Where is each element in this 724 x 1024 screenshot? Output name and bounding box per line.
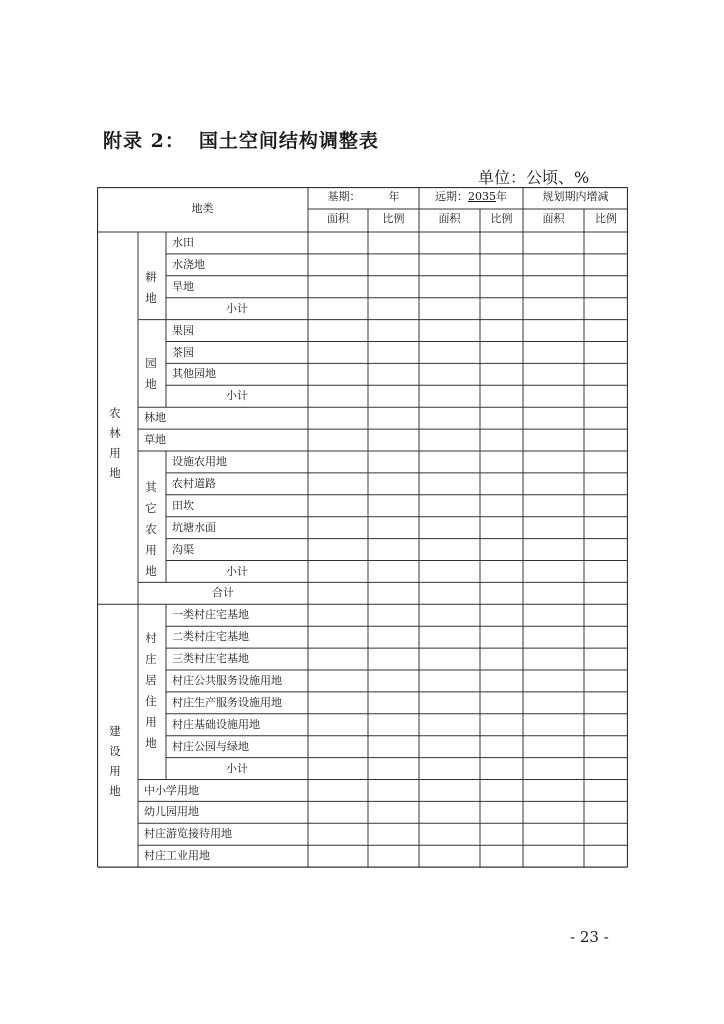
header-area-base: 面积 — [327, 212, 349, 225]
row-label: 村庄游览接待用地 — [144, 827, 232, 841]
appendix-label: 附录 2： — [103, 130, 185, 152]
land-structure-table — [97, 187, 628, 873]
row-label: 幼儿园用地 — [144, 805, 199, 819]
header-ratio-base: 比例 — [382, 212, 405, 225]
row-label: 坑塘水面 — [172, 520, 216, 534]
row-label: 合计 — [212, 586, 234, 600]
header-base-year: 年 — [388, 190, 400, 203]
row-label: 村庄工业用地 — [144, 849, 210, 863]
row-label: 林地 — [144, 411, 166, 425]
row-label: 果园 — [172, 323, 194, 337]
header-ratio-far: 比例 — [490, 212, 513, 225]
row-label: 村庄生产服务设施用地 — [172, 695, 282, 709]
appendix-heading — [103, 126, 379, 153]
header-dilei: 地类 — [191, 202, 214, 215]
row-label: 小计 — [226, 389, 248, 403]
row-label: 沟渠 — [172, 542, 194, 556]
row-label: 小计 — [226, 564, 248, 578]
row-label: 其他园地 — [172, 367, 216, 381]
row-label: 农村道路 — [172, 476, 216, 490]
header-base-label: 基期： — [327, 190, 361, 203]
row-label: 一类村庄宅基地 — [172, 608, 249, 622]
row-label: 二类村庄宅基地 — [172, 630, 249, 644]
row-label: 村庄公园与绿地 — [172, 739, 249, 753]
row-label: 中小学用地 — [144, 783, 199, 797]
header-far-year: 2035 — [468, 190, 496, 203]
unit-note: 单位：公顷、% — [478, 168, 590, 187]
group-nonglin: 农林用地 — [109, 406, 123, 480]
row-label: 草地 — [144, 433, 166, 447]
row-label: 小计 — [226, 761, 248, 775]
subgroup-cunzhuang: 村庄居住用地 — [145, 631, 157, 750]
row-label: 茶园 — [172, 345, 194, 359]
subgroup-yuandi: 园地 — [145, 356, 157, 391]
header-far-suffix: 年 — [496, 190, 507, 203]
appendix-title: 国土空间结构调整表 — [198, 130, 379, 152]
row-label: 田坎 — [172, 498, 194, 512]
row-label: 村庄公共服务设施用地 — [172, 674, 282, 687]
row-label: 村庄基础设施用地 — [172, 717, 260, 731]
subgroup-gengdi: 耕地 — [145, 270, 157, 305]
row-label: 旱地 — [172, 279, 194, 293]
header-area-far: 面积 — [438, 212, 461, 225]
page-number: - 23 - — [570, 928, 609, 946]
header-far-label: 远期： — [435, 190, 468, 203]
group-jianshe: 建设用地 — [109, 724, 123, 798]
subgroup-qita: 其它农用地 — [145, 480, 157, 578]
row-label: 小计 — [226, 301, 248, 315]
header-ratio-change: 比例 — [595, 212, 617, 225]
header-far — [419, 190, 523, 204]
row-label: 三类村庄宅基地 — [172, 652, 249, 666]
header-change: 规划期内增减 — [542, 190, 609, 203]
row-label: 设施农用地 — [172, 455, 227, 468]
header-area-change: 面积 — [542, 212, 565, 225]
row-label: 水田 — [172, 236, 194, 249]
row-label: 水浇地 — [172, 257, 205, 271]
header-base — [308, 190, 419, 204]
